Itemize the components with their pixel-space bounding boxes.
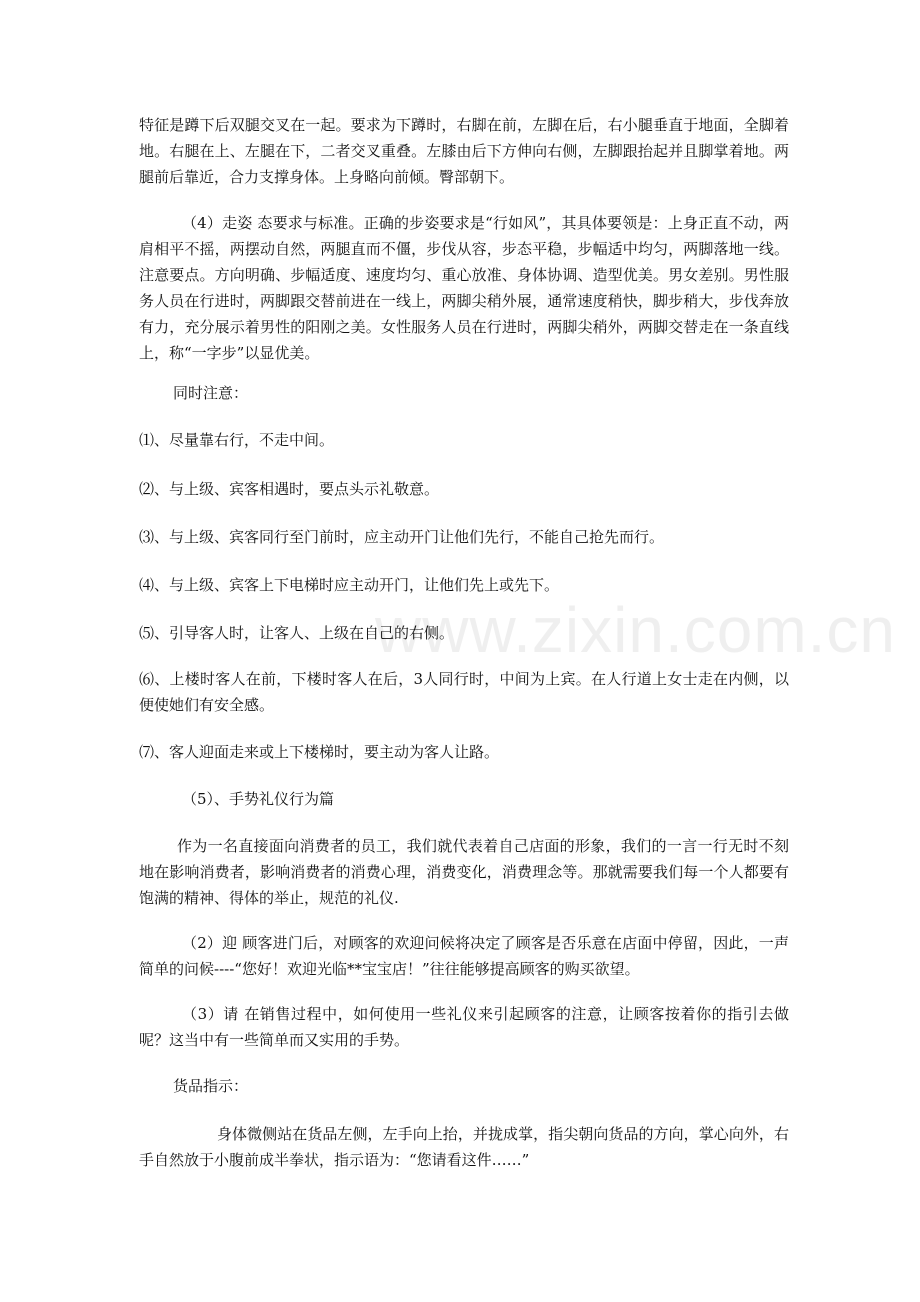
- section-heading-gesture: （5）、手势礼仪行为篇: [182, 790, 335, 808]
- list-item-2: ⑵、与上级、宾客相遇时，要点头示礼敬意。: [139, 480, 440, 498]
- list-item-1: ⑴、尽量靠右行，不走中间。: [139, 431, 335, 449]
- paragraph-goods-heading: 货品指示：: [173, 1077, 249, 1095]
- paragraph-walking-posture: （4）走姿 态要求与标准。正确的步姿要求是“行如风”，其具体要领是：上身正直不动，两肩相平不摇，两摆动自然，两腿直而不僵，步伐从容，步态平稳，步幅适中均匀，两脚落地一线。注意要点。方向明确、步幅适度、速度均匀、重心放准、身体协调、造型优美。男女差别。男性服务人员在行进时，两脚跟交替前进在一线上，两脚尖稍外展，通常速度稍快，脚步稍大，步伐奔放有力，充分展示着男性的阳刚之美。女性服务人员在行进时，两脚尖稍外，两脚交替走在一条直线上，称“一字步”以显优美。: [139, 214, 789, 362]
- paragraph-goods-instruction: 身体微侧站在货品左侧，左手向上抬，并拢成掌，指尖朝向货品的方向，掌心向外，右手自然放于小腹前成半拳状，指示语为：“您请看这件……”: [139, 1125, 789, 1169]
- list-item-4: ⑷、与上级、宾客上下电梯时应主动开门，让他们先上或先下。: [139, 576, 560, 594]
- list-item-3: ⑶、与上级、宾客同行至门前时，应主动开门让他们先行，不能自己抢先而行。: [139, 528, 665, 546]
- watermark-text: www.zixin.com.cn: [375, 594, 896, 666]
- paragraph-please: （3）请 在销售过程中，如何使用一些礼仪来引起顾客的注意，让顾客按着你的指引去做呢？这当中有一些简单而又实用的手势。: [139, 1005, 789, 1049]
- paragraph-squat-posture: 特征是蹲下后双腿交叉在一起。要求为下蹲时，右脚在前，左脚在后，右小腿垂直于地面，全脚着地。右腿在上、左腿在下，二者交叉重叠。左膝由后下方伸向右侧，左脚跟抬起并且脚掌着地。两腿前后靠近，合力支撑身体。上身略向前倾。臀部朝下。: [139, 116, 789, 186]
- paragraph-welcome: （2）迎 顾客进门后，对顾客的欢迎问候将决定了顾客是否乐意在店面中停留，因此，一声简单的问候----“您好！欢迎光临**宝宝店！”往往能够提高顾客的购买欲望。: [139, 934, 789, 978]
- paragraph-also-note: 同时注意：: [173, 384, 249, 402]
- list-item-7: ⑺、客人迎面走来或上下楼梯时，要主动为客人让路。: [139, 743, 500, 761]
- paragraph-employee-image: 作为一名直接面向消费者的员工，我们就代表着自己店面的形象，我们的一言一行无时不刻地在影响消费者，影响消费者的消费心理，消费变化，消费理念等。那就需要我们每一个人都要有饱满的精神、得体的举止，规范的礼仪.: [139, 837, 789, 907]
- list-item-5: ⑸、引导客人时，让客人、上级在自己的右侧。: [139, 624, 455, 642]
- list-item-6: ⑹、上楼时客人在前，下楼时客人在后，3人同行时，中间为上宾。在人行道上女士走在内侧，以便使她们有安全感。: [139, 670, 789, 714]
